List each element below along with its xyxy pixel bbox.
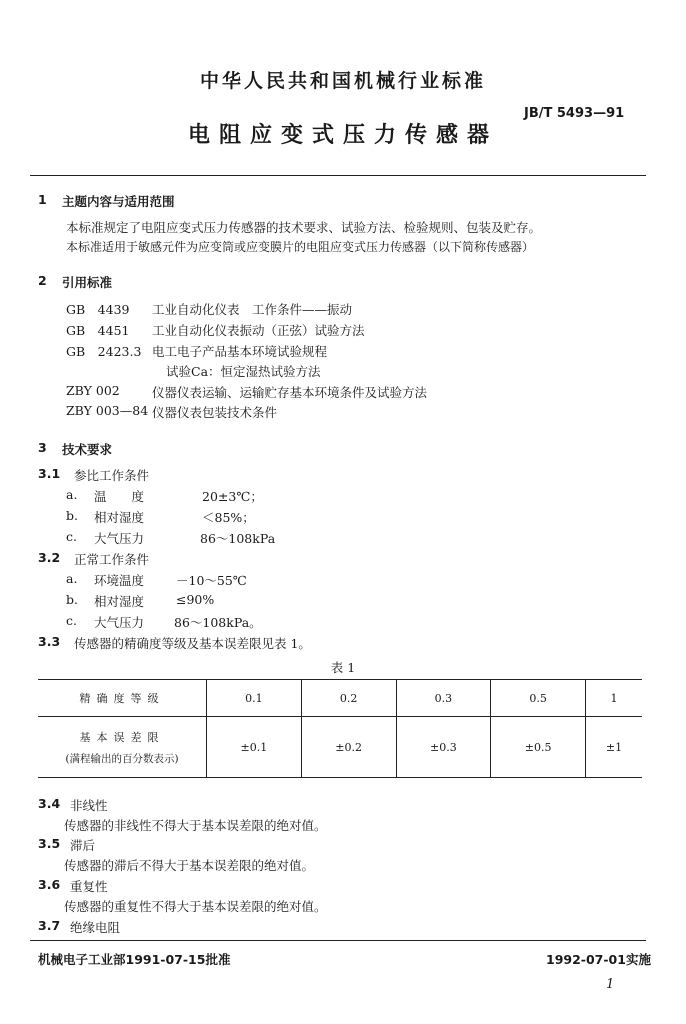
section-3-5-number: 3.5 — [38, 836, 61, 851]
condition-value: ＜85%； — [202, 510, 255, 525]
table-cell: ±0.5 — [491, 717, 586, 778]
table-row — [38, 717, 642, 778]
condition-label: 环境温度 — [94, 573, 145, 588]
ref-code-2: GB 4451 — [66, 323, 130, 338]
ref-name-1: 工业自动化仪表 工作条件——振动 — [152, 302, 353, 317]
table-caption: 表 1 — [330, 660, 356, 675]
ref-name-2: 工业自动化仪表振动（正弦）试验方法 — [152, 323, 365, 338]
condition-label: 大气压力 — [94, 615, 145, 630]
section-1-number: 1 — [38, 192, 47, 207]
section-3-4-title: 非线性 — [70, 798, 108, 813]
condition-mark: c. — [66, 529, 77, 544]
condition-mark: a. — [66, 487, 78, 502]
section-3-5-title: 滞后 — [70, 838, 96, 853]
ref-code-3: GB 2423.3 — [66, 344, 142, 359]
condition-label: 相对湿度 — [94, 510, 145, 525]
table-cell: 0.2 — [301, 680, 396, 717]
condition-value: ≤90% — [176, 592, 215, 607]
ref-name-5: 仪器仪表运输、运输贮存基本环境条件及试验方法 — [152, 385, 428, 400]
standard-number: JB/T 5493—91 — [524, 106, 625, 121]
table-cell: ±1 — [586, 717, 643, 778]
table-cell: ±0.2 — [301, 717, 396, 778]
table-header-cell — [38, 717, 207, 778]
ref-name-6: 仪器仪表包装技术条件 — [152, 405, 278, 420]
section-2-number: 2 — [38, 273, 47, 288]
header-rule — [30, 175, 646, 176]
section-3-7-title: 绝缘电阻 — [70, 920, 121, 935]
section-3-4-number: 3.4 — [38, 796, 61, 811]
condition-mark: b. — [66, 508, 78, 523]
condition-value: 20±3℃； — [202, 489, 263, 504]
section-3-1-title: 参比工作条件 — [74, 468, 150, 483]
condition-label: 相对湿度 — [94, 594, 145, 609]
accuracy-table — [38, 679, 642, 778]
effective-date: 1992-07-01实施 — [546, 952, 651, 967]
document-title: 电阻应变式压力传感器 — [187, 123, 498, 148]
table-cell: ±0.1 — [207, 717, 302, 778]
section-3-3-number: 3.3 — [38, 634, 61, 649]
section-3-2-number: 3.2 — [38, 550, 61, 565]
table-header-subtext: (满程输出的百分数表示) — [65, 752, 179, 765]
section-3-6-number: 3.6 — [38, 877, 61, 892]
table-cell: 0.1 — [207, 680, 302, 717]
section-3-title: 技术要求 — [62, 442, 113, 457]
section-3-number: 3 — [38, 440, 47, 455]
table-cell: 1 — [586, 680, 643, 717]
condition-value: 86～108kPa。 — [174, 615, 262, 630]
condition-mark: c. — [66, 613, 77, 628]
section-1-paragraph-2: 本标准适用于敏感元件为应变筒或应变膜片的电阻应变式压力传感器（以下简称传感器） — [66, 240, 535, 254]
section-1-paragraph-1: 本标准规定了电阻应变式压力传感器的技术要求、试验方法、检验规则、包装及贮存。 — [66, 220, 542, 235]
condition-mark: b. — [66, 592, 78, 607]
section-3-3-text: 传感器的精确度等级及基本误差限见表 1。 — [74, 636, 311, 651]
approval-info: 机械电子工业部1991-07-15批准 — [38, 952, 231, 967]
footer-rule — [30, 940, 646, 941]
section-2-title: 引用标准 — [62, 275, 113, 290]
table-header-text: 基本误差限 — [79, 730, 165, 744]
condition-value: 86～108kPa — [200, 531, 276, 546]
ref-name-3: 电工电子产品基本环境试验规程 — [152, 344, 328, 359]
org-title: 中华人民共和国机械行业标准 — [199, 70, 486, 92]
condition-value: －10～55℃ — [176, 573, 247, 588]
ref-code-6: ZBY 003—84 — [66, 403, 149, 418]
section-3-2-title: 正常工作条件 — [74, 552, 150, 567]
section-3-1-number: 3.1 — [38, 466, 61, 481]
section-3-6-text: 传感器的重复性不得大于基本误差限的绝对值。 — [64, 899, 327, 914]
condition-label: 大气压力 — [94, 531, 145, 546]
ref-code-5: ZBY 002 — [66, 383, 120, 398]
table-header-cell: 精确度等级 — [38, 680, 207, 717]
section-3-6-title: 重复性 — [70, 879, 108, 894]
section-3-5-text: 传感器的滞后不得大于基本误差限的绝对值。 — [64, 858, 315, 873]
section-3-7-number: 3.7 — [38, 918, 61, 933]
table-cell: ±0.3 — [396, 717, 491, 778]
table-row — [38, 680, 642, 717]
table-cell: 0.3 — [396, 680, 491, 717]
table-cell: 0.5 — [491, 680, 586, 717]
ref-code-1: GB 4439 — [66, 302, 130, 317]
ref-name-4: 试验Ca：恒定湿热试验方法 — [166, 364, 321, 379]
section-1-title: 主题内容与适用范围 — [62, 194, 175, 209]
condition-label: 温 度 — [94, 489, 145, 504]
page-number: 1 — [606, 977, 615, 992]
condition-mark: a. — [66, 571, 78, 586]
section-3-4-text: 传感器的非线性不得大于基本误差限的绝对值。 — [64, 818, 327, 833]
